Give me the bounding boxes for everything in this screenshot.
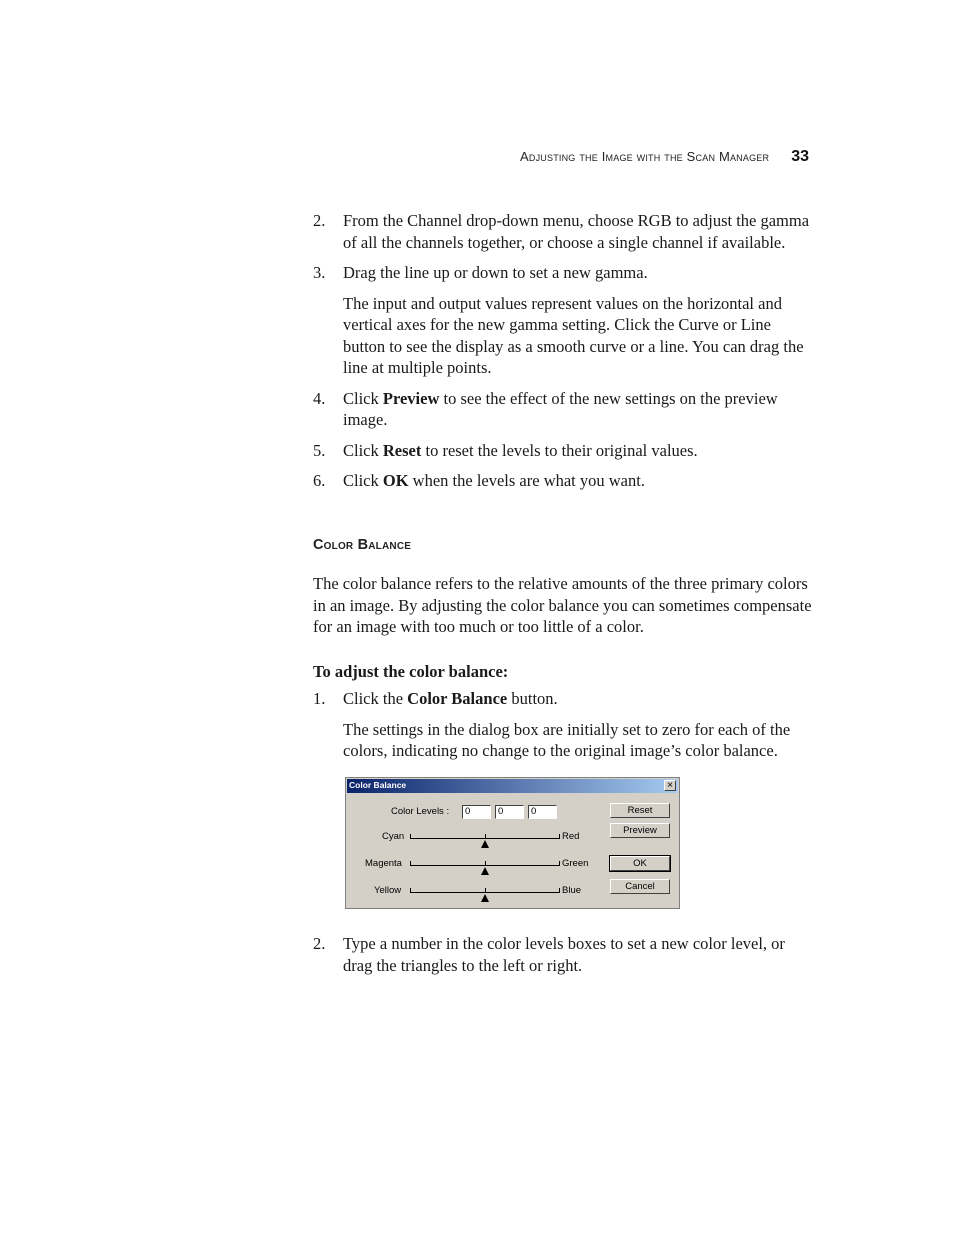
cyan-red-level-input[interactable]: 0 [462, 805, 491, 819]
step-number: 5. [313, 440, 326, 460]
preview-button[interactable]: Preview [610, 823, 670, 838]
step-number: 2. [313, 211, 326, 230]
close-button[interactable]: × [664, 780, 676, 791]
section-intro: The color balance refers to the relative amounts of the three primary colors in an image. By adjusting the color balance you can sometimes compensate for an image with too much or too little of a color. [313, 574, 812, 636]
procedure-step-2-block [313, 933, 813, 976]
step-3 [313, 262, 813, 284]
proc-step-1 [313, 688, 813, 710]
step-6 [313, 470, 813, 492]
step-text: Click [343, 471, 383, 490]
step-text: From the Channel drop-down menu, choose RGB to adjust the gamma of all the channels together, or choose a single channel if available. [343, 211, 810, 252]
slider-label-red: Red [562, 831, 580, 842]
reset-button[interactable]: Reset [610, 803, 670, 818]
cancel-button[interactable]: Cancel [610, 879, 670, 894]
yellow-blue-level-input[interactable]: 0 [528, 805, 557, 819]
yellow-blue-slider-thumb[interactable] [481, 894, 489, 902]
step-number: 6. [313, 471, 326, 490]
step-3-note: The input and output values represent values on the horizontal and vertical axes for the new gamma setting. Click the Curve or Line button to see the display as a smooth curve or a line. You can drag the line at multiple points. [343, 293, 804, 377]
cyan-red-slider-thumb[interactable] [481, 840, 489, 848]
step-2 [313, 210, 813, 253]
color-levels-label: Color Levels : [391, 806, 450, 817]
step-text: to see the effect of the new settings on the preview image. [343, 388, 778, 429]
page-number: 33 [791, 148, 809, 165]
step-bold: Reset [382, 440, 422, 460]
step-text: to reset the levels to their original values. [421, 440, 698, 460]
color-balance-dialog [345, 777, 680, 909]
magenta-green-slider-thumb[interactable] [481, 867, 489, 875]
slider-label-cyan: Cyan [382, 831, 405, 842]
dialog-titlebar [347, 779, 678, 793]
proc-step-1-note: The settings in the dialog box are initially set to zero for each of the colors, indicating no change to the original image’s color balance. [343, 719, 791, 760]
step-text: when the levels are what you want. [408, 471, 645, 490]
magenta-green-level-input[interactable]: 0 [495, 805, 524, 819]
step-number: 4. [313, 388, 326, 408]
step-5 [313, 440, 813, 462]
running-head [440, 148, 809, 166]
cyan-red-slider[interactable] [410, 834, 560, 839]
step-text: Click [343, 440, 383, 460]
ok-button[interactable]: OK [610, 856, 670, 871]
magenta-green-slider[interactable] [410, 861, 560, 866]
slider-center-tick [485, 861, 486, 866]
step-text: Click the [343, 689, 408, 708]
procedure-step-1-block [313, 688, 813, 762]
step-number: 2. [313, 934, 326, 953]
step-text: Drag the line up or down to set a new gamma. [343, 263, 648, 282]
step-4 [313, 388, 813, 431]
slider-center-tick [485, 834, 486, 839]
section-intro-block [313, 573, 813, 638]
yellow-blue-slider[interactable] [410, 888, 560, 893]
step-text: Click [343, 388, 383, 408]
slider-label-green: Green [562, 858, 589, 869]
slider-label-blue: Blue [562, 885, 582, 896]
step-bold: OK [382, 471, 409, 490]
step-text: Type a number in the color levels boxes to set a new color level, or drag the triangles to the left or right. [343, 934, 785, 975]
step-number: 3. [313, 263, 326, 282]
step-bold: Color Balance [407, 689, 508, 708]
running-title: Adjusting the Image with the Scan Manager [520, 149, 770, 164]
section-heading: Color Balance [313, 537, 412, 553]
steps-top [313, 210, 813, 492]
proc-step-2 [313, 933, 813, 976]
procedure-heading: To adjust the color balance: [313, 662, 509, 681]
step-number: 1. [313, 689, 326, 708]
step-text: button. [507, 689, 558, 708]
dialog-title: Color Balance [349, 780, 407, 790]
slider-label-magenta: Magenta [365, 858, 402, 869]
step-bold: Preview [382, 388, 440, 408]
slider-label-yellow: Yellow [374, 885, 402, 896]
slider-center-tick [485, 888, 486, 893]
